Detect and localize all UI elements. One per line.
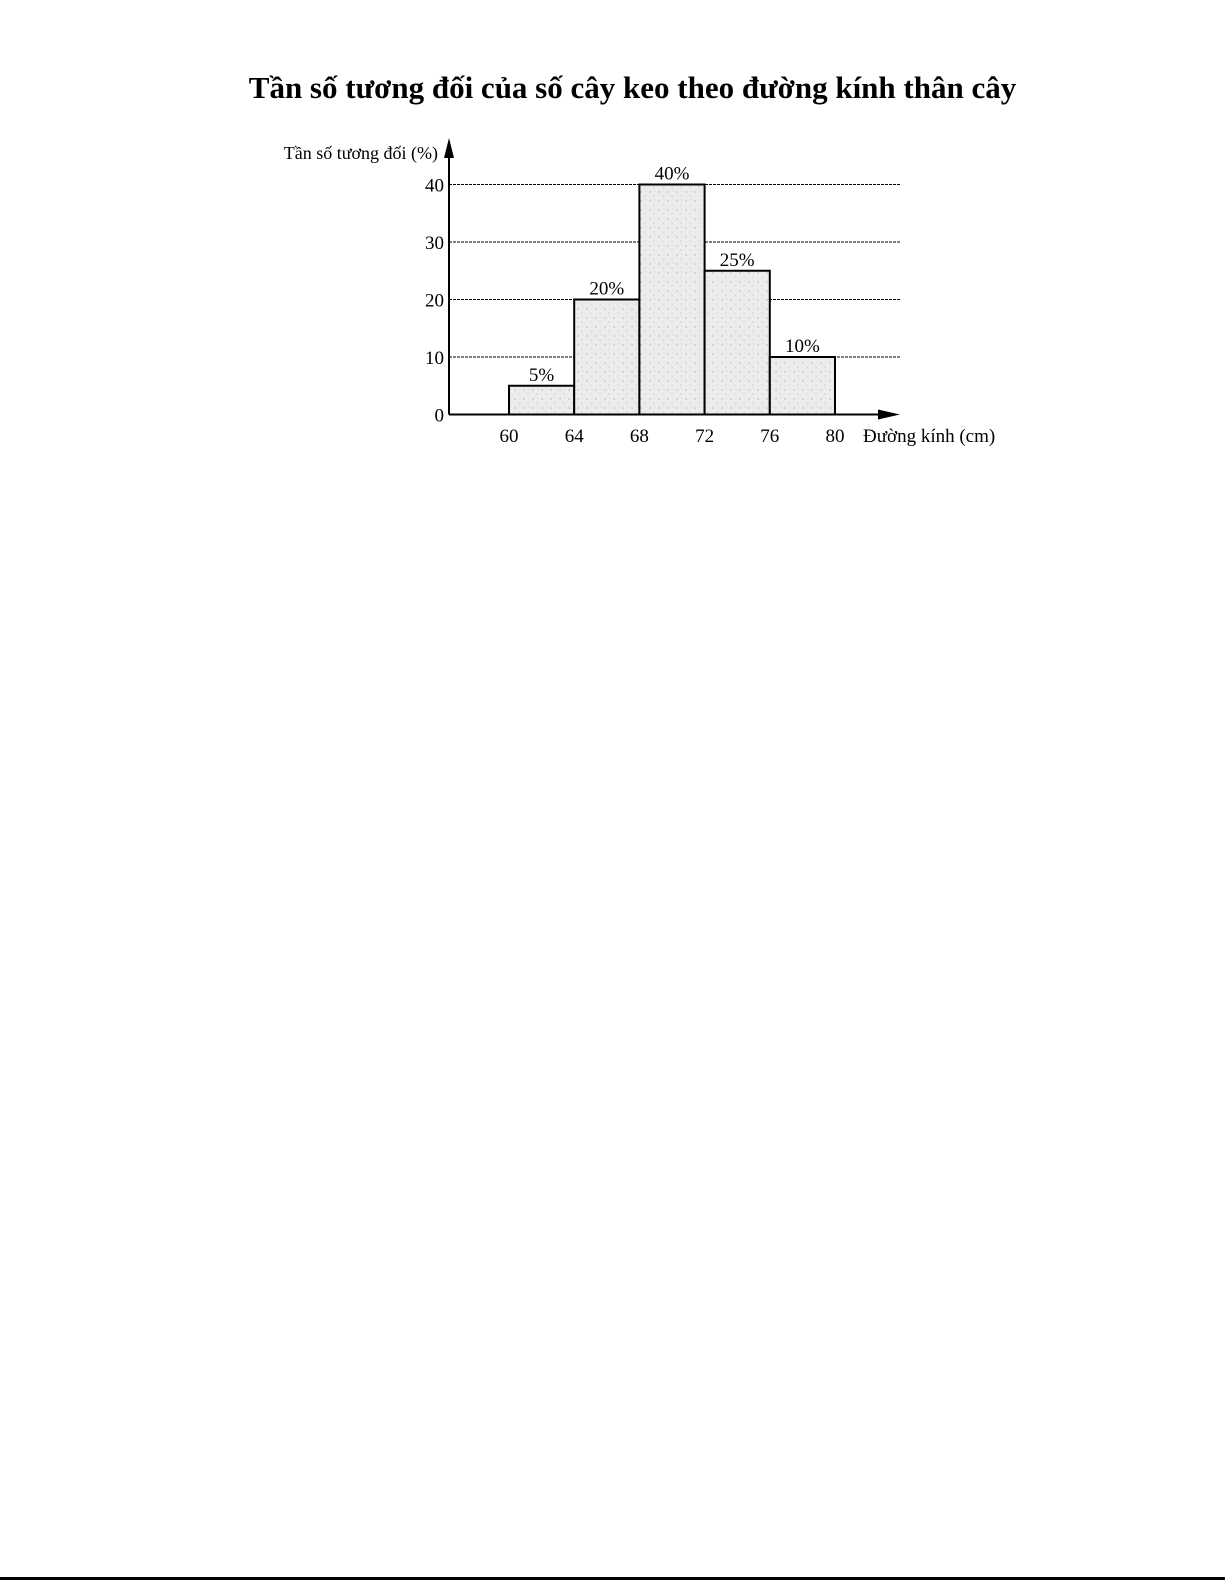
histogram-chart — [0, 0, 1225, 500]
y-tick-label-10: 10 — [425, 348, 444, 369]
x-axis-title: Đường kính (cm) — [863, 426, 996, 447]
y-axis-arrow-icon — [444, 138, 454, 158]
data-label-0: 5% — [528, 364, 555, 386]
chart-title: Tần số tương đối của số cây keo theo đường kính thân cây — [248, 70, 1017, 105]
bar-2 — [639, 185, 704, 415]
bars — [509, 164, 835, 415]
y-tick-label-20: 20 — [425, 290, 444, 312]
y-tick-label-40: 40 — [425, 175, 444, 197]
bar-4 — [770, 357, 835, 415]
x-tick-label-60: 60 — [499, 426, 519, 447]
x-tick-label-76: 76 — [760, 426, 780, 447]
x-tick-label-80: 80 — [825, 426, 845, 447]
data-label-1: 20% — [589, 278, 625, 300]
x-tick-label-68: 68 — [629, 426, 649, 447]
bar-3 — [705, 271, 770, 415]
page-bottom-rule — [0, 1577, 1225, 1580]
bar-1 — [574, 300, 639, 415]
data-label-3: 25% — [719, 249, 755, 271]
data-label-4: 10% — [784, 336, 820, 357]
y-axis-title: Tần số tương đối (%) — [283, 143, 438, 163]
data-label-2: 40% — [654, 163, 690, 185]
y-tick-label-30: 30 — [425, 233, 444, 254]
x-axis-arrow-icon — [878, 410, 900, 420]
x-tick-label-72: 72 — [695, 426, 715, 447]
x-tick-label-64: 64 — [564, 426, 584, 447]
bar-0 — [509, 386, 574, 415]
y-tick-label-0: 0 — [434, 405, 444, 427]
